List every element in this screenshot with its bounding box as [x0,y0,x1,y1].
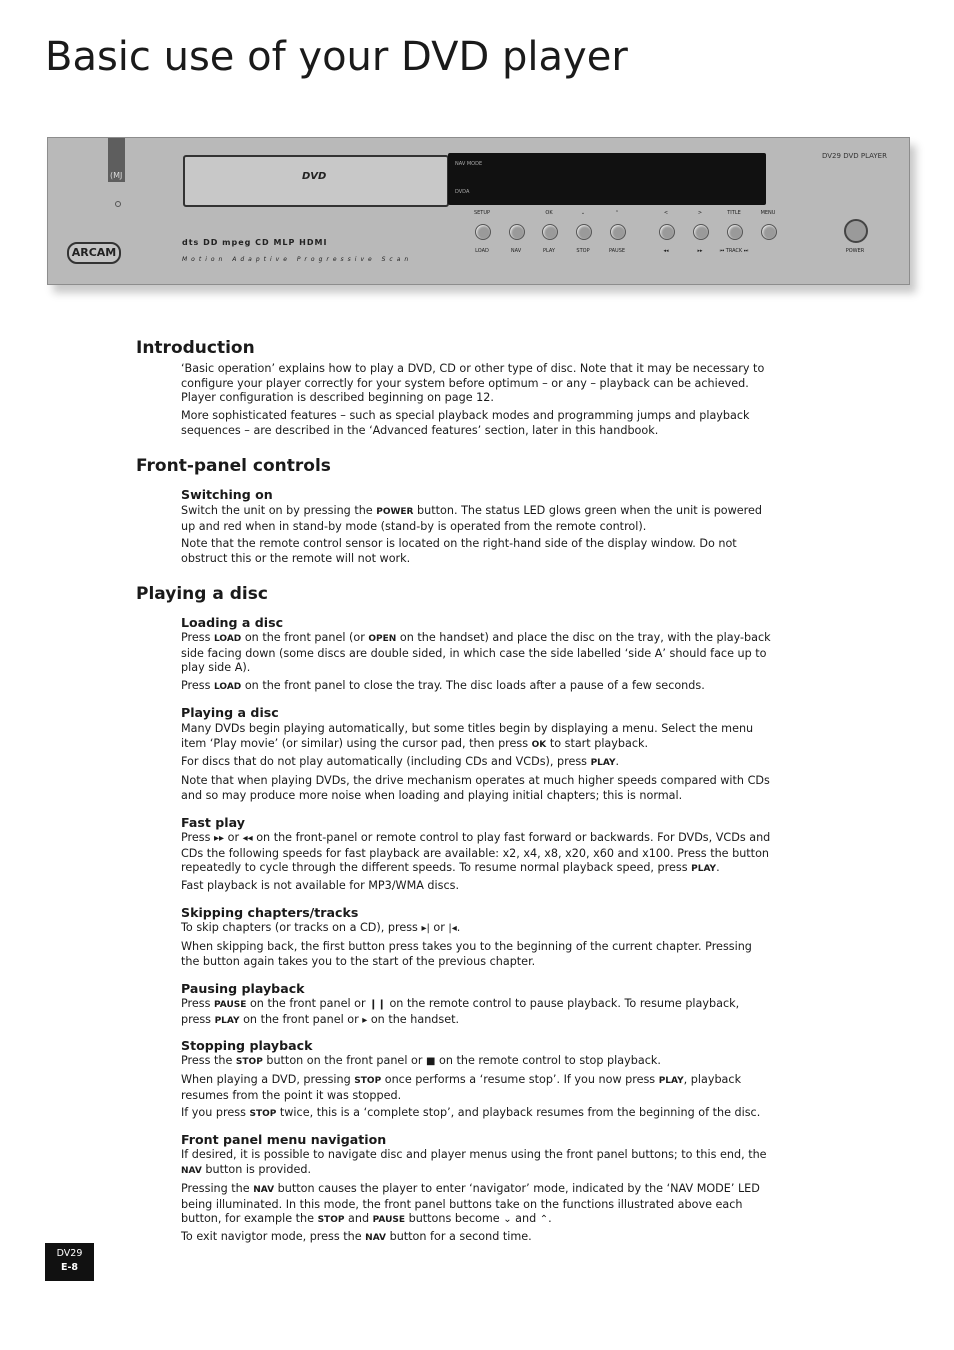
menu-nav-paragraph-2: Pressing the NAV button causes the player to enter ‘navigator’ mode, indicated by the ‘NAV MODE’ LED being illuminated. In this mode, the front panel buttons take on the functions illustrated above each button, for example the STOP and PAUSE buttons become ⌄ and ⌃. [181,1182,771,1228]
button-bottom-label: PAUSE [608,248,626,254]
intro-paragraph-1: ‘Basic operation’ explains how to play a DVD, CD or other type of disc. Note that it may be necessary to configure your player correctly for your system before optimum – or any – playback can be achieved. Player configuration is described beginning on page 12. [181,362,765,405]
skip-next-icon: ▸| [421,923,430,934]
button-top-label: MENU [760,210,776,216]
page-footer-badge [45,1243,94,1281]
panel-button-illustration [475,224,491,240]
pause-icon: ❙❙ [369,999,386,1010]
page-title: Basic use of your DVD player [45,34,628,80]
button-top-label: TITLE [727,210,741,216]
status-led [115,201,121,207]
skipping-paragraph-1: To skip chapters (or tracks on a CD), press ▸| or |◂. [181,921,771,937]
format-logos: dts DD mpeg CD MLP HDMI [182,238,328,247]
play-icon: ▸ [362,1014,368,1026]
chevron-down-icon: ⌄ [503,1214,512,1226]
switching-on-paragraph-1: Switch the unit on by pressing the POWER button. The status LED glows green when the unit is powered up and red when in stand-by mode (stand-by is operated from the remote control). [181,504,763,533]
footer-model: DV29 [56,1248,83,1259]
power-button-illustration [844,219,868,243]
pausing-paragraph-1: Press PAUSE on the front panel or ❙❙ on the remote control to pause playback. To resume playback, press PLAY on the front panel or ▸ on the handset. [181,997,771,1028]
heading-fast-play: Fast play [181,815,245,830]
button-bottom-label: NAV [510,248,522,254]
button-bottom-label: STOP [576,248,590,254]
menu-nav-paragraph-1: If desired, it is possible to navigate disc and player menus using the front panel buttons; to this end, the NAV button is provided. [181,1148,767,1176]
panel-button-illustration [576,224,592,240]
dvd-player-front-panel-illustration [47,137,910,285]
menu-nav-paragraph-3: To exit navigtor mode, press the NAV button for a second time. [181,1230,532,1243]
panel-button-illustration [761,224,777,240]
loading-paragraph-2: Press LOAD on the front panel to close the tray. The disc loads after a pause of a few seconds. [181,679,705,692]
power-label: POWER [845,248,865,254]
heading-skipping: Skipping chapters/tracks [181,905,359,920]
button-bottom-label: ▸▸ [697,248,703,254]
button-top-label: ⌃ [614,210,620,216]
key-power: POWER [376,507,414,517]
chevron-up-icon: ⌃ [539,1214,549,1226]
playing-paragraph-1: Many DVDs begin playing automatically, but some titles begin by displaying a menu. Select the menu item ‘Play movie’ (or similar) using the cursor pad, then press OK to start playback. [181,722,754,750]
button-bottom-label: PLAY [542,248,555,254]
stopping-paragraph-2: When playing a DVD, pressing STOP once performs a ‘resume stop’. If you now press PLAY, playback resumes from the point it was stopped. [181,1073,742,1102]
model-label: DV29 DVD PLAYER [822,152,887,160]
button-bottom-label: LOAD [475,248,489,254]
heading-front-panel-controls: Front-panel controls [136,456,331,476]
button-top-label: < [663,210,669,216]
fast-play-paragraph-1: Press ▸▸ or ◂◂ on the front-panel or remote control to play fast forward or backwards. For DVDs, VCDs and CDs the following speeds for fast playback are available: x2, x4, x8, x20, x60 and x100. Press the button repeatedly to cycle through the different speeds. To resume normal playback speed, press PLAY. [181,831,771,875]
stopping-paragraph-3: If you press STOP twice, this is a ‘complete stop’, and playback resumes from the beginning of the disc. [181,1106,761,1119]
arcam-logo: ARCAM [67,242,121,264]
heading-menu-navigation: Front panel menu navigation [181,1132,387,1147]
button-top-label: SETUP [473,210,491,216]
display-window [448,153,766,205]
disc-tray [183,155,449,207]
panel-button-illustration [659,224,675,240]
heading-playing-a-disc: Playing a disc [136,584,268,604]
button-bottom-label: ◂◂ [663,248,669,254]
scan-text: Motion Adaptive Progressive Scan [182,256,413,263]
panel-button-illustration [727,224,743,240]
heading-switching-on: Switching on [181,487,273,502]
loading-paragraph-1: Press LOAD on the front panel (or OPEN on the handset) and place the disc on the tray, with the play-back side facing down (some discs are double sided, in which case the side labelled ‘side A’ should face up to play side A). [181,631,771,675]
mj-label: (MJ [110,171,123,180]
dvda-led-label: DVDA [455,189,470,195]
footer-page-number: E-8 [60,1262,79,1273]
button-top-label: > [697,210,703,216]
mj-badge [108,138,125,182]
skip-previous-icon: |◂ [448,923,457,934]
fast-forward-icon: ▸▸ [214,833,225,844]
panel-button-illustration [542,224,558,240]
panel-button-illustration [509,224,525,240]
fast-play-paragraph-2: Fast playback is not available for MP3/WMA discs. [181,879,460,892]
panel-button-illustration [693,224,709,240]
playing-paragraph-2: For discs that do not play automatically (including CDs and VCDs), press PLAY. [181,755,620,768]
heading-stopping: Stopping playback [181,1038,313,1053]
button-bottom-label: ⏮ TRACK ⏭ [719,248,749,254]
heading-loading-a-disc: Loading a disc [181,615,284,630]
stopping-paragraph-1: Press the STOP button on the front panel or ■ on the remote control to stop playback. [181,1054,771,1070]
intro-paragraph-2: More sophisticated features – such as special playback modes and programming jumps and playback sequences – are described in the ‘Advanced features’ section, later in this handbook. [181,409,750,437]
skipping-paragraph-2: When skipping back, the first button press takes you to the beginning of the current chapter. Pressing the button again takes you to the start of the previous chapter. [181,940,752,968]
heading-introduction: Introduction [136,338,255,358]
stop-icon: ■ [425,1056,436,1067]
rewind-icon: ◂◂ [242,833,253,844]
switching-on-paragraph-2: Note that the remote control sensor is located on the right-hand side of the display window. Do not obstruct this or the remote will not work. [181,537,737,565]
nav-mode-led-label: NAV MODE [455,161,483,167]
heading-playing-a-disc-sub: Playing a disc [181,705,279,720]
playing-paragraph-3: Note that when playing DVDs, the drive mechanism operates at much higher speeds compared with CDs and so may produce more noise when loading and playing initial chapters; this is normal. [181,774,770,802]
heading-pausing: Pausing playback [181,981,305,996]
button-top-label: OK [545,210,553,216]
button-top-label: ⌄ [580,210,586,216]
dvd-logo: DVD [302,171,327,182]
panel-button-illustration [610,224,626,240]
